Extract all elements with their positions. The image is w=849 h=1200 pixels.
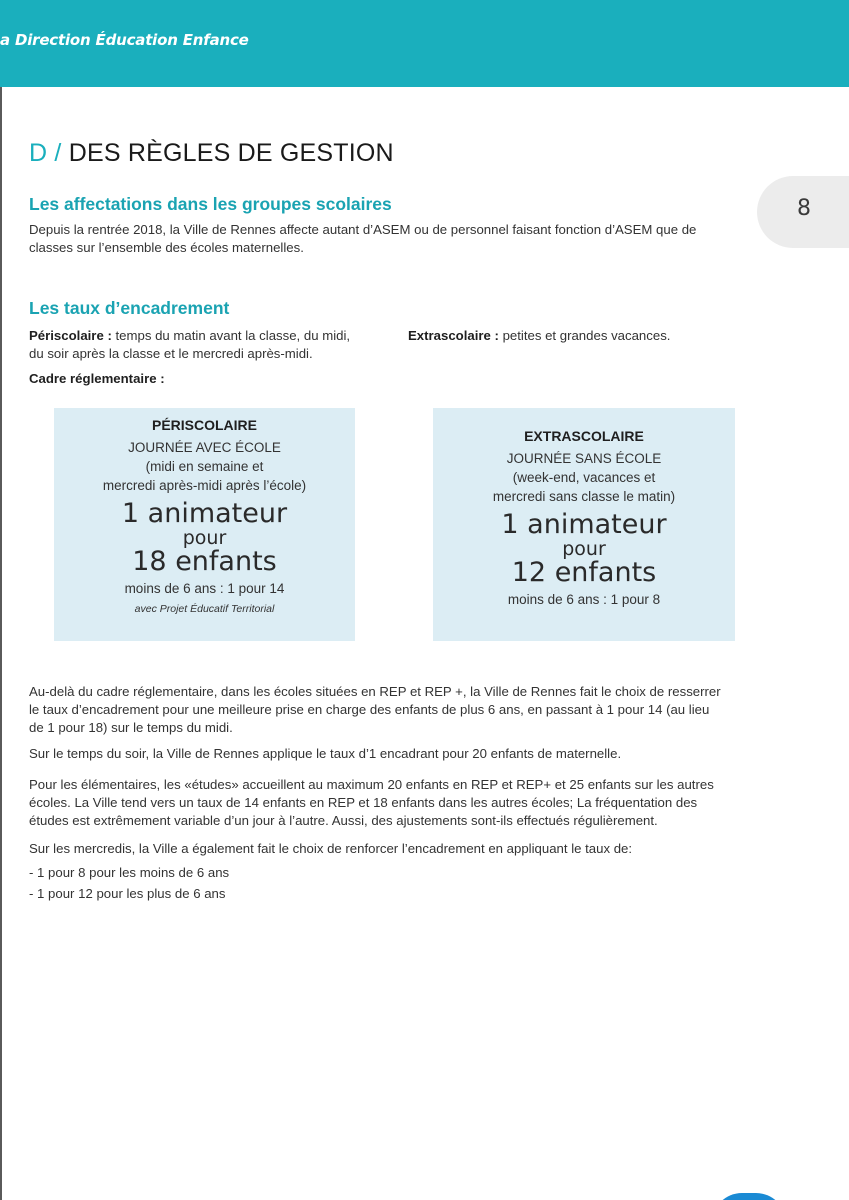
periscolaire-definition	[29, 327, 350, 363]
list-item: - 1 pour 12 pour les plus de 6 ans	[29, 886, 226, 901]
page-edge-rule	[0, 0, 2, 1200]
box-title: PÉRISCOLAIRE	[151, 417, 257, 433]
box-subtitle: JOURNÉE AVEC ÉCOLE	[128, 440, 281, 455]
cadre-label-text: Cadre réglementaire :	[29, 371, 165, 386]
ratio-enfants: 18 enfants	[132, 546, 277, 577]
paragraph-affectations	[29, 221, 696, 257]
section-title-text: DES RÈGLES DE GESTION	[68, 139, 394, 167]
ratio-pour: pour	[562, 538, 606, 560]
text-line: classes sur l’ensemble des écoles maternelles.	[29, 240, 304, 255]
periscolaire-label: Périscolaire :	[29, 328, 112, 343]
header-title: a Direction Éducation Enfance	[0, 31, 249, 49]
text-line: Depuis la rentrée 2018, la Ville de Rennes affecte autant d’ASEM ou de personnel faisant fonction d’ASEM que de	[29, 222, 697, 237]
box-title: EXTRASCOLAIRE	[524, 428, 644, 444]
extrascolaire-label: Extrascolaire :	[408, 328, 499, 343]
cadre-label	[29, 370, 165, 388]
text-line: le taux d’encadrement pour une meilleure prise en charge des enfants de plus 6 ans, en passant à 1 pour 14 (au lieu	[29, 702, 710, 717]
ratio-pour: pour	[182, 527, 227, 549]
periscolaire-box	[54, 408, 355, 641]
periscolaire-text-2: du soir après la classe et le mercredi après-midi.	[29, 346, 313, 361]
heading-affectations: Les affectations dans les groupes scolaires	[29, 194, 392, 214]
box-description: mercredi après-midi après l’école)	[102, 478, 307, 493]
ratio-enfants: 12 enfants	[511, 557, 657, 588]
heading-taux: Les taux d’encadrement	[29, 298, 230, 318]
text-line: Pour les élémentaires, les «études» accueillent au maximum 20 enfants en REP et REP+ et 25 enfants sur les autres	[29, 777, 714, 792]
ratio-under6: moins de 6 ans : 1 pour 8	[507, 592, 661, 607]
box-description: mercredi sans classe le matin)	[492, 489, 676, 504]
bullet-list	[29, 864, 229, 903]
section-letter: D /	[29, 139, 62, 167]
text-line: études est extrêmement variable d’un jour à l’autre. Aussi, des ajustements sont-ils effectués régulièrement.	[29, 813, 658, 828]
box-subtitle: JOURNÉE SANS ÉCOLE	[506, 451, 662, 466]
text-line: Au-delà du cadre réglementaire, dans les écoles situées en REP et REP +, la Ville de Rennes fait le choix de resserrer	[29, 684, 721, 699]
text-line: écoles. La Ville tend vers un taux de 14 enfants en REP et 18 enfants dans les autres écoles; La fréquentation des	[29, 795, 698, 810]
ratio-animateur: 1 animateur	[501, 509, 667, 540]
extrascolaire-box	[433, 408, 735, 641]
page-number: 8	[797, 196, 811, 221]
ratio-under6: moins de 6 ans : 1 pour 14	[124, 581, 285, 596]
box-description: (week-end, vacances et	[512, 470, 656, 485]
periscolaire-text: temps du matin avant la classe, du midi,	[111, 328, 351, 343]
extrascolaire-text: petites et grandes vacances.	[498, 328, 671, 343]
paragraph-soir: Sur le temps du soir, la Ville de Rennes applique le taux d’1 encadrant pour 20 enfants de maternelle.	[29, 746, 622, 761]
text-line: de 1 pour 18) sur le temps du midi.	[29, 720, 233, 735]
ratio-animateur: 1 animateur	[121, 498, 288, 529]
paragraph-etudes	[29, 776, 714, 830]
list-item: - 1 pour 8 pour les moins de 6 ans	[29, 865, 230, 880]
header-bar	[0, 0, 849, 87]
paragraph-rep	[29, 683, 721, 737]
box-description: (midi en semaine et	[145, 459, 264, 474]
section-title	[29, 139, 394, 168]
paragraph-mercredis: Sur les mercredis, la Ville a également fait le choix de renforcer l’encadrement en appliquant le taux de:	[29, 841, 633, 856]
box-note: avec Projet Éducatif Territorial	[134, 603, 275, 615]
bottom-decoration	[712, 1193, 786, 1200]
extrascolaire-definition	[408, 327, 670, 345]
